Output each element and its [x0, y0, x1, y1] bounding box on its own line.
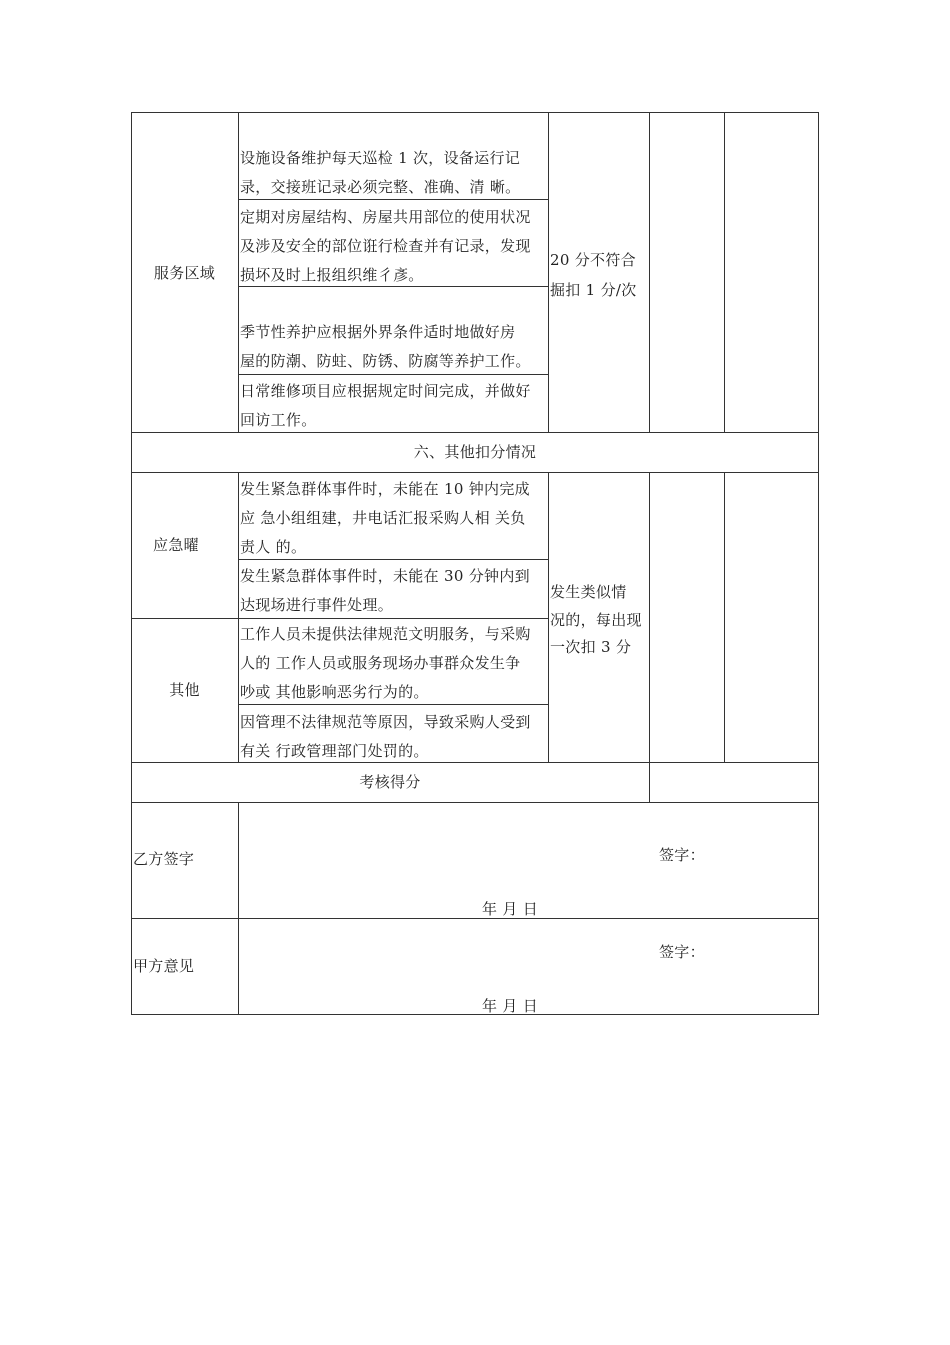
party-b-sign-label: 签字： — [659, 846, 705, 864]
rule — [131, 1014, 819, 1015]
service-item-2-line-2: 及涉及安全的部位诳行检查并有记录，发现 — [240, 237, 531, 255]
shared-deduction-line-2: 况的，每出现 — [550, 611, 642, 629]
service-item-3-line-1: 季节性养护应根据外界条件适时地做好房 — [240, 323, 516, 341]
emergency-item-2-line-1: 发生紧急群体事件时，未能在 30 分钟内到 — [240, 567, 530, 585]
other-item-2-line-1: 因管理不法律规范等原因，导致采购人受到 — [240, 713, 531, 731]
party-a-label: 甲方意见 — [133, 957, 195, 975]
party-a-sign-label: 签字： — [659, 943, 705, 961]
section-six-title: 六、其他扣分情况 — [413, 443, 537, 461]
rule — [724, 112, 725, 432]
emergency-label: 应急曜 — [153, 536, 199, 554]
emergency-item-1-line-2: 应 急小组组建，井电话汇报采购人相 关负 — [240, 509, 526, 527]
rule — [131, 802, 819, 803]
rule — [238, 112, 239, 432]
rule — [548, 112, 549, 432]
rule — [131, 762, 819, 763]
service-item-2-line-3: 损坏及时上报组织维彳彥。 — [240, 266, 424, 284]
score-label: 考核得分 — [359, 773, 421, 791]
assessment-table — [131, 112, 819, 1015]
service-item-4-line-1: 日常维修项目应根据规定时间完成，并做好 — [240, 382, 531, 400]
emergency-item-2-line-2: 达现场进行事件处理。 — [240, 596, 394, 614]
rule — [649, 472, 650, 802]
party-b-label: 乙方签字 — [133, 850, 195, 868]
party-a-date: 年 月 日 — [482, 997, 539, 1015]
other-item-1-line-2: 人的 工作人员或服务现场办事群众发生争 — [240, 654, 521, 672]
service-deduction-line-2: 掘扣 1 分/次 — [550, 281, 637, 299]
rule — [238, 472, 239, 762]
rule — [724, 472, 725, 762]
rule — [649, 112, 650, 432]
rule — [131, 432, 819, 433]
shared-deduction-line-3: 一次扣 3 分 — [550, 638, 632, 656]
other-item-1-line-1: 工作人员未提供法律规范文明服务，与采购 — [240, 625, 531, 643]
service-deduction-line-1: 20 分不符合 — [550, 251, 636, 269]
service-item-2-line-1: 定期对房屋结构、房屋共用部位的使用状况 — [240, 208, 531, 226]
service-item-1-line-2: 录，交接班记录必须完整、准确、清 晰。 — [240, 178, 521, 196]
emergency-item-1-line-1: 发生紧急群体事件时，未能在 10 钟内完成 — [240, 480, 530, 498]
rule — [238, 802, 239, 1015]
rule — [818, 112, 819, 1015]
rule — [131, 472, 819, 473]
rule — [548, 472, 549, 762]
other-item-1-line-3: 吵或 其他影响恶劣行为的。 — [240, 683, 429, 701]
other-item-2-line-2: 有关 行政管理部门处罚的。 — [240, 742, 429, 760]
service-item-4-line-2: 回访工作。 — [240, 411, 317, 429]
emergency-item-1-line-3: 责人 的。 — [240, 538, 307, 556]
other-label: 其他 — [169, 681, 200, 699]
party-b-date: 年 月 日 — [482, 900, 539, 918]
service-item-1-line-1: 设施设备维护每天巡检 1 次，设备运行记 — [240, 149, 521, 167]
rule — [131, 112, 132, 1015]
service-area-label: 服务区域 — [153, 264, 216, 282]
rule — [131, 112, 819, 113]
rule — [131, 918, 819, 919]
service-item-3-line-2: 屋的防潮、防蛀、防锈、防腐等养护工作。 — [240, 352, 531, 370]
shared-deduction-line-1: 发生类似情 — [550, 583, 627, 601]
